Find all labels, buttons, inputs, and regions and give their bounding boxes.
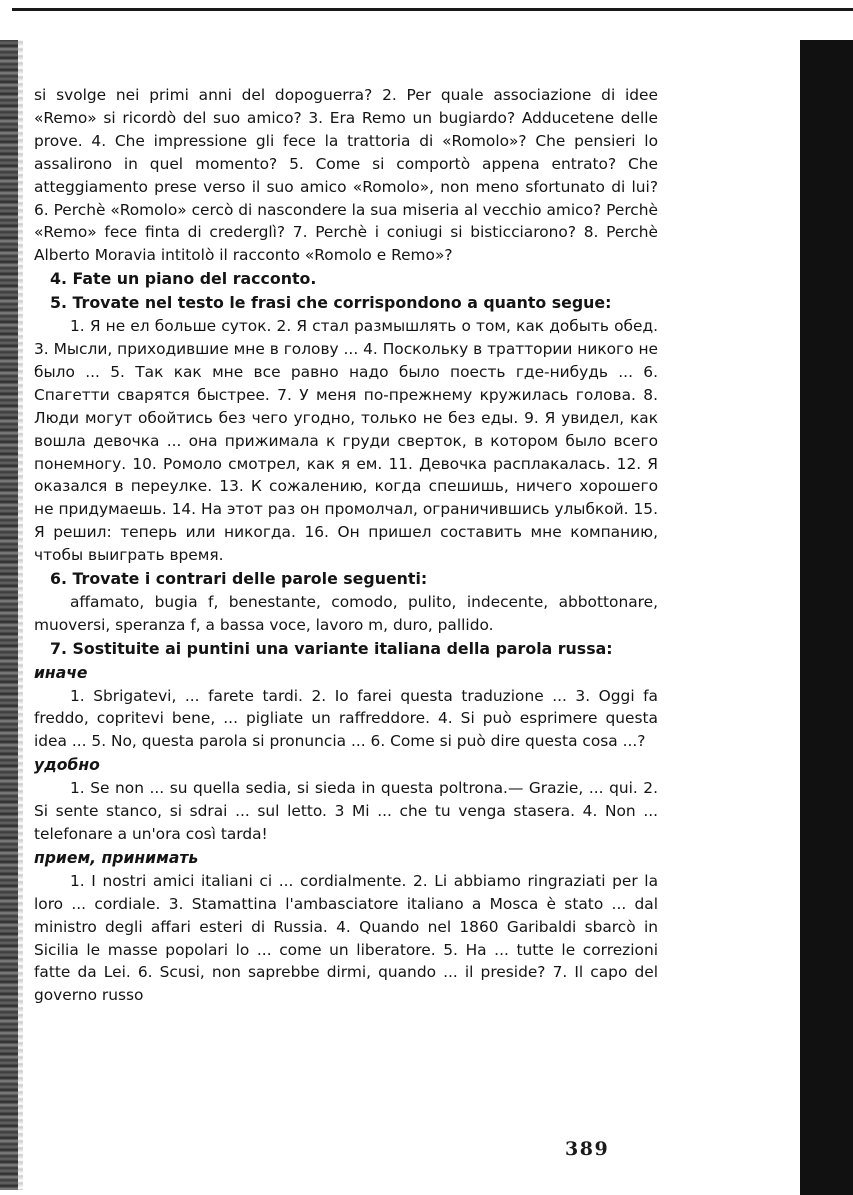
russian-word-priem: прием, принимать — [34, 848, 199, 867]
page-body — [34, 84, 658, 1007]
page-number: 389 — [565, 1138, 610, 1160]
scan-left-edge — [0, 40, 18, 1190]
scan-right-edge — [800, 40, 853, 1195]
exercise-heading-6: 6. Trovate i contrari delle parole seguenti: — [50, 569, 428, 589]
exercise-heading-4: 4. Fate un piano del racconto. — [50, 269, 317, 289]
paragraph-questions: si svolge nei primi anni del dopoguerra? 2. Per quale associazione di idee «Remo» si ricordò del suo amico? 3. Era Remo un bugiardo? Adducetene delle prove. 4. Che impressione gli fece la trattoria di «Romolo»? Che pensieri lo assalirono in quel momento? 5. Come si comportò appena entrato? Che atteggiamento prese verso il suo amico «Romolo», non meno sfortunato di lui? 6. Perchè «Romolo» cercò di nascondere la sua miseria al vecchio amico? Perchè «Remo» fece finta di crederglì? 7. Perchè i coniugi si bisticciarono? 8. Perchè Alberto Moravia intitolò il racconto «Romolo e Remo»? — [34, 86, 658, 265]
top-rule — [12, 8, 853, 11]
exercise-heading-5: 5. Trovate nel testo le frasi che corrispondono a quanto segue: — [50, 293, 612, 313]
paragraph-udobno-sentences: 1. Se non ... su quella sedia, si sieda in questa poltrona.— Grazie, ... qui. 2. Si sente stanco, si sdrai ... sul letto. 3 Mi ... che tu venga stasera. 4. Non ... telefonare a un'ora così tarda! — [34, 779, 658, 843]
exercise-heading-7: 7. Sostituite ai puntini una variante italiana della parola russa: — [50, 638, 613, 658]
paragraph-priem-sentences: 1. I nostri amici italiani ci ... cordialmente. 2. Li abbiamo ringraziati per la loro ... cordiale. 3. Stamattina l'ambasciatore italiano a Mosca è stato ... dal ministro degli affari esteri di Russia. 4. Quando nel 1860 Garibaldi sbarcò in Sicilia le masse popolari lo ... come un liberatore. 5. Ha ... tutte le correzioni fatte da Lei. 6. Scusi, non saprebbe dirmi, quando ... il preside? 7. Il capo del governo russo — [34, 871, 658, 1005]
scan-left-edge-shadow — [18, 40, 23, 1190]
paragraph-word-list: affamato, bugia f, benestante, comodo, pulito, indecente, abbottonare, muoversi, speranza f, a bassa voce, lavoro m, duro, pallido. — [34, 592, 658, 634]
russian-word-udobno: удобно — [34, 756, 100, 775]
russian-word-inache: иначе — [34, 663, 88, 682]
paragraph-russian-phrases: 1. Я не ел больше суток. 2. Я стал размышлять о том, как добыть обед. 3. Мысли, приходившие мне в голову ... 4. Поскольку в траттории никого не было ... 5. Так как мне все равно надо было поесть где-нибудь ... 6. Спагетти сварятся быстрее. 7. У меня по-прежнему кружилась голова. 8. Люди могут обойтись без чего угодно, только не без еды. 9. Я увидел, как вошла девочка ... она прижимала к груди сверток, в котором было всего понемногу. 10. Ромоло смотрел, как я ем. 11. Девочка расплакалась. 12. Я оказался в переулке. 13. К сожалению, когда спешишь, ничего хорошего не придумаешь. 14. На этот раз он промолчал, ограничившись улыбкой. 15. Я решил: теперь или никогда. 16. Он пришел составить мне компанию, чтобы выиграть время. — [34, 317, 658, 565]
paragraph-inache-sentences: 1. Sbrigatevi, ... farete tardi. 2. Io farei questa traduzione ... 3. Oggi fa freddo, copritevi bene, ... pigliate un raffreddore. 4. Si può esprimere questa idea ... 5. No, questa parola si pronuncia ... 6. Come si può dire questa cosa ...? — [34, 686, 658, 751]
